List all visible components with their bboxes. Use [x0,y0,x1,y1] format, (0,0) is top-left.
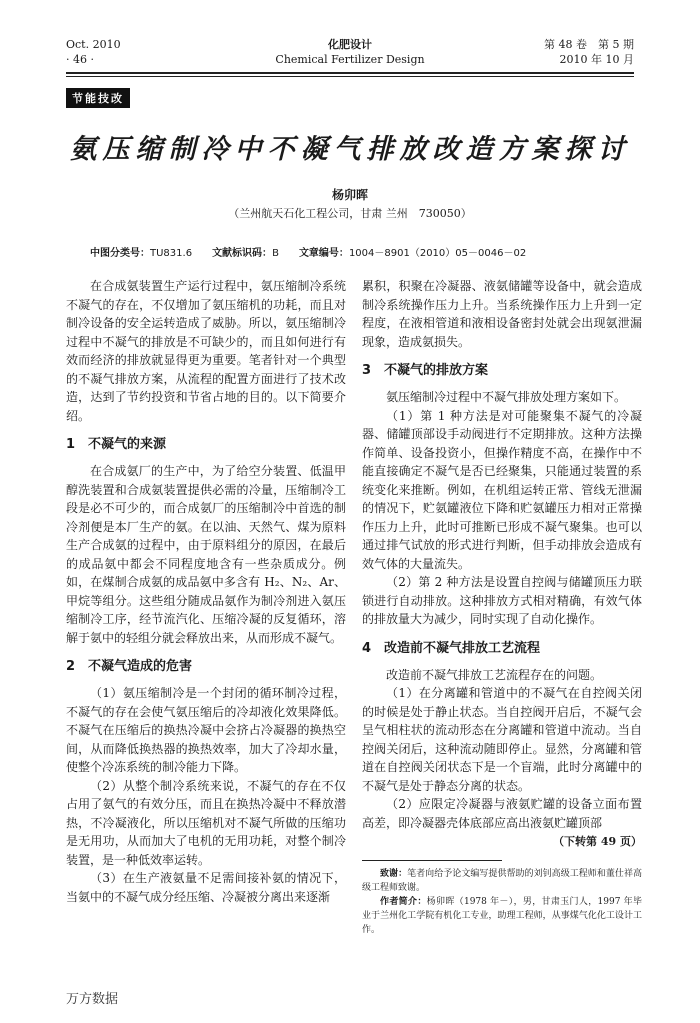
acknowledgement-footnote [362,867,642,895]
section-4-paragraph-1: 改造前不凝气排放工艺流程存在的问题。 [386,667,603,682]
header-left [66,37,121,67]
acknowledgement-label: 致谢： [380,868,408,879]
section-1-heading [66,436,346,454]
volume-issue: 第 48 卷 第 5 期 [544,38,634,51]
section-1-paragraph: 在合成氨厂的生产中，为了给空分装置、低温甲醇洗装置和合成氨装置提供必需的冷量，压缩制冷工段是必不可少的，而合成氨厂的压缩制冷中首选的制冷剂便是本厂生产的氨。在以油、天然气、煤为原料生产合成氨的过程中，由于原料组分的原因，在最后的成品氨中都会不同程度地含有一些杂质成分。例如，在煤制合成氨的成品氨中多含有 H₂、N₂、Ar、甲烷等组分。这些组分随成品氨作为制冷剂进入氨压缩制冷工序，经节流汽化、压缩冷凝的反复循环，溶解于氨中的轻组分就会释放出来，从而形成不凝气。 [66,464,346,645]
left-column [66,277,346,906]
header-rule-thick [66,72,634,74]
issue-date: 2010 年 10 月 [559,53,634,66]
author-bio-text: 杨卯晖（1978 年－），男，甘肃玉门人，1997 年毕业于兰州化工学院有机化工专业，助理工程师，从事煤气化化工设计工作。 [362,896,642,935]
page-number: · 46 · [66,53,94,66]
section-3-heading [362,362,642,380]
header-right [544,37,634,67]
doc-code-label: 文献标识码： [212,248,273,259]
watermark: 万方数据 [66,992,119,1007]
header-center [230,37,470,67]
section-4-number: 4 [362,640,372,656]
section-1-title: 不凝气的来源 [88,437,167,452]
section-4-heading [362,640,642,658]
section-3-paragraph-1: 氨压缩制冷过程中不凝气排放处理方案如下。 [386,390,627,404]
continued-note: （下转第 49 页） [553,835,642,848]
author-affiliation: （兰州航天石化工程公司，甘肃 兰州 730050） [228,207,472,220]
section-4-title: 改造前不凝气排放工艺流程 [384,640,541,656]
clc-value: TU831.6 [150,248,193,259]
author-bio-footnote [362,895,642,937]
article-meta [90,244,526,259]
article-no-label: 文章编号： [298,248,349,259]
section-4-paragraph-2: （1）在分离罐和管道中的不凝气在自控阀关闭的时候是处于静止状态。当自控阀开启后，不凝气会呈气相柱状的流动形态在分离罐和管道中流动。当自控阀关闭后，这种流动随即停止。显然，分离罐和管道在自控阀关闭状态下是一个盲端，此时分离罐中的不凝气是处于静态分离的状态。 [362,686,642,793]
header-rule-thin [66,76,634,77]
section-3-title: 不凝气的排放方案 [384,363,489,378]
acknowledgement-text: 笔者向给予论文编写提供帮助的刘钊高级工程师和董仕祥高级工程师致谢。 [362,868,642,893]
doc-code-value: B [272,248,279,259]
section-2-title: 不凝气造成的危害 [88,659,193,674]
section-3-paragraph-2: （1）第 1 种方法是对可能聚集不凝气的冷凝器、储罐顶部设手动阀进行不定期排放。这种方法操作简单、设备投资小，但操作精度不高，在操作中不能直接确定不凝气是否已经聚集，只能通过装置的系统变化来推断。例如，在机组运转正常、管线无泄漏的情况下，贮氨罐液位下降和贮氨罐压力相对正常操作压力上升，此时可推断已形成不凝气聚集。也可以通过排气试放的形式进行判断，但手动排放会造成有效气体的大量流失。 [362,408,642,571]
journal-name-cn: 化肥设计 [328,38,372,51]
author-bio-label: 作者简介： [380,896,427,907]
section-2-paragraph-3: （3）在生产液氨量不足需间接补氨的情况下，当氨中的不凝气成分经压缩、冷凝被分离出来逐渐 [66,871,346,904]
section-2-number: 2 [66,659,76,674]
footnote-rule [362,860,502,861]
section-4-paragraph-3: （2）应限定冷凝器与液氨贮罐的设备立面布置高差，即冷凝器壳体底部应高出液氨贮罐顶部 [362,797,642,830]
author-name: 杨卯晖 [331,188,368,202]
section-3-paragraph-3: （2）第 2 种方法是设置自控阀与储罐顶压力联锁进行自动排放。这种排放方式相对精确，有效气体的排放量大为减少，同时实现了自动化操作。 [362,575,642,626]
intro-paragraph: 在合成氨装置生产运行过程中，氨压缩制冷系统不凝气的存在，不仅增加了氨压缩机的功耗，而且对制冷设备的安全运转造成了威胁。所以，氨压缩制冷过程中不凝气的排放是不可缺少的，而且如何进行有效而经济的排放就显得更为重要。笔者针对一个典型的不凝气排放方案，从流程的配置方面进行了技术改造，达到了节约投资和节省占地的目的。以下简要介绍。 [66,279,346,423]
clc-label: 中图分类号： [90,248,150,259]
issue-month: Oct. 2010 [66,38,121,51]
section-3-number: 3 [362,363,372,378]
section-2-paragraph-1: （1）氨压缩制冷是一个封闭的循环制冷过程，不凝气的存在会使气氨压缩后的冷却液化效果降低。不凝气在压缩后的换热冷凝中会挤占冷凝器的换热空间，从而降低换热器的换热效率，加大了冷却水量，使整个冷冻系统的制冷能力下降。 [66,686,346,774]
article-no-value: 1004－8901（2010）05－0046－02 [348,248,527,259]
article-title: 氨压缩制冷中不凝气排放改造方案探讨 [69,134,631,165]
right-column [362,277,642,937]
continued-paragraph: 累积，积聚在冷凝器、液氨储罐等设备中，就会造成制冷系统操作压力上升。当系统操作压力上升到一定程度，在液相管道和液相设备密封处就会出现氨泄漏现象，造成氨损失。 [362,279,642,349]
section-2-paragraph-2: （2）从整个制冷系统来说，不凝气的存在不仅占用了氨气的有效分压，而且在换热冷凝中不释放潜热，不冷凝液化，所以压缩机对不凝气所做的压缩功是无用功，从而加大了电机的无用功耗，对整个制冷装置，是一种低效率运转。 [66,778,346,867]
section-2-heading [66,658,346,676]
journal-name-en: Chemical Fertilizer Design [275,53,425,66]
column-tag: 节能技改 [66,88,130,108]
section-1-number: 1 [66,437,76,452]
